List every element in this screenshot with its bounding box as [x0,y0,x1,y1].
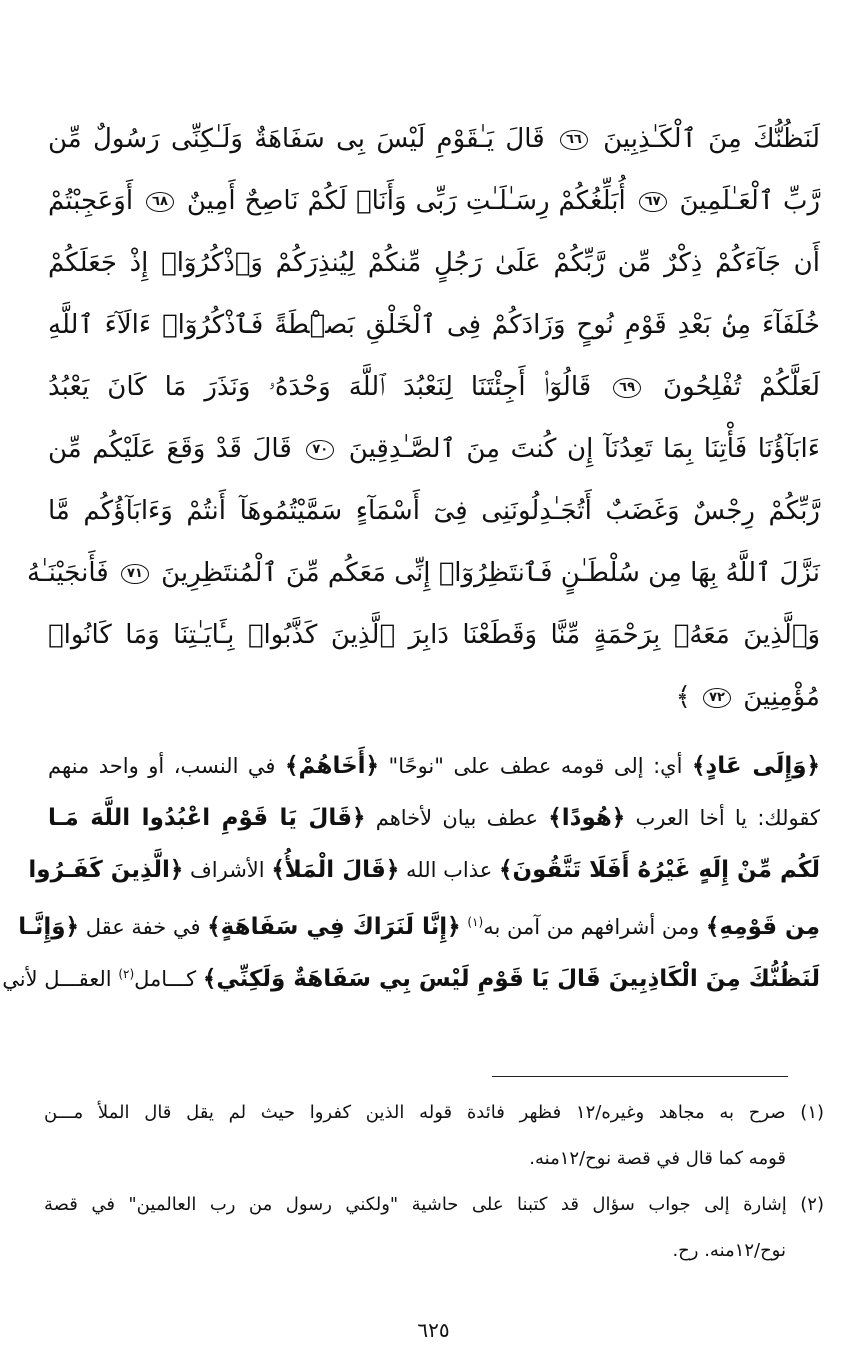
commentary-text: الأشراف [190,858,265,882]
verse-number-marker: ٧١ [121,564,149,584]
verse-text: رَّبِّكُمْ رِجْسٌ وَغَضَبٌ أَتُجَـٰدِلُونَنِى فِىٓ أَسْمَآءٍ سَمَّيْتُمُوهَآ أَنتُمْ وَءَابَآؤُكُم مَّا [48,496,820,526]
quoted-verse: لَنَظُنُّكَ مِنَ الْكَاذِبِينَ قَالَ يَا قَوْمِ لَيْسَ بِي سَفَاهَةٌ وَلَكِنِّي﴾ [202,966,820,992]
commentary-text: ومن أشرافهم من آمن به [483,915,700,939]
quoted-verse: ﴿الَّذِينَ كَفَـرُوا [28,857,184,883]
commentary-text: أي: إلى قومه عطف على "نوحًا" [388,754,683,778]
quoted-verse: ﴿وَإِنَّـا [18,914,79,940]
quran-line [48,418,820,480]
tafsir-line [18,896,820,948]
verse-text: فَأَنجَيْنَـٰهُ [27,558,109,588]
commentary-text: في خفة عقل [85,915,201,939]
verse-number-marker: ٦٧ [639,192,667,212]
tafsir-line [28,844,820,896]
verse-text: خُلَفَآءَ مِنۢ بَعْدِ قَوْمِ نُوحٍ وَزَادَكُمْ فِى ٱلْخَلْقِ بَصْۜطَةً فَٱذْكُرُوٓا۟ ءَالَآءَ ٱللَّهِ [48,310,820,340]
verse-number-marker: ٦٦ [560,130,588,150]
verse-text: لَنَظُنُّكَ مِنَ ٱلْكَـٰذِبِينَ [603,124,820,154]
quoted-verse: ﴿قَالَ يَا قَوْمِ اعْبُدُوا اللَّهَ مَـا [48,805,366,831]
footnote-ref: (٢) [118,967,135,981]
quoted-verse: ﴿إِنَّا لَنَرَاكَ فِي سَفَاهَةٍ﴾ [207,914,461,940]
commentary-text: في النسب، أو واحد منهم [48,754,276,778]
commentary-text: عطف بيان لأخاهم [375,806,539,830]
tafsir-commentary [2,740,820,1000]
quran-line [48,108,820,170]
footnote-ref: (١) [467,915,484,929]
tafsir-line [2,948,820,1000]
quran-line [48,480,820,542]
closing-bracket: ﴾ [675,682,691,712]
verse-text: رَّبِّ ٱلْعَـٰلَمِينَ [679,186,821,216]
quran-line [48,604,820,666]
commentary-text: عذاب الله [406,858,493,882]
verse-text: قَالَ قَدْ وَقَعَ عَلَيْكُم مِّن [48,434,292,464]
footnote-line: (١) صرح به مجاهد وغيره/١٢ فظهر فائدة قوله الذين كفروا حيث لم يقل قال الملأ مـــن [44,1102,825,1123]
tafsir-line [48,740,820,792]
quoted-verse: ﴿قَالَ الْمَلأُ﴾ [271,857,400,883]
verse-number-marker: ٧٢ [703,688,731,708]
verse-text: أَوَعَجِبْتُمْ [48,186,134,216]
footnote-line: (٢) إشارة إلى جواب سؤال قد كتبنا على حاشية "ولكني رسول من رب العالمين" في قصة [44,1194,824,1215]
verse-text: نَزَّلَ ٱللَّهُ بِهَا مِن سُلْطَـٰنٍ فَٱنتَظِرُوٓا۟ إِنِّى مَعَكُم مِّنَ ٱلْمُنتَظِرِينَ [161,558,820,588]
page-number: ٦٢٥ [417,1318,450,1342]
commentary-text: كـــامل [134,967,197,991]
quran-line [48,170,820,232]
quran-text-block [27,108,821,728]
footnotes [44,1090,824,1274]
quoted-verse: ﴿وَإِلَى عَادٍ﴾ [691,753,820,779]
verse-number-marker: ٦٨ [146,192,174,212]
footnote-line: نوح/١٢منه. رح. [672,1240,786,1261]
quran-line [48,294,820,356]
quran-line [27,542,820,604]
tafsir-line [48,792,820,844]
verse-number-marker: ٦٩ [613,378,641,398]
verse-text: قَالَ يَـٰقَوْمِ لَيْسَ بِى سَفَاهَةٌ وَلَـٰكِنِّى رَسُولٌ مِّن [48,124,545,154]
quoted-verse: ﴿هُودًا﴾ [548,805,626,831]
verse-text: قَالُوٓا۟ أَجِئْتَنَا لِنَعْبُدَ ٱللَّهَ وَحْدَهُۥ وَنَذَرَ مَا كَانَ يَعْبُدُ [48,372,592,402]
quoted-verse: ﴿أَخَاهُمْ﴾ [284,753,380,779]
footnote-divider [492,1076,788,1077]
quoted-verse: مِن قَوْمِهِ﴾ [705,914,820,940]
verse-text: لَعَلَّكُمْ تُفْلِحُونَ [663,372,821,402]
quran-line [48,666,820,728]
commentary-text: كقولك: يا أخا العرب [635,806,820,830]
verse-text: أَن جَآءَكُمْ ذِكْرٌ مِّن رَّبِّكُمْ عَلَىٰ رَجُلٍ مِّنكُمْ لِيُنذِرَكُمْ وَٱذْكُرُوٓا۟ إِذْ جَعَلَكُمْ [48,248,820,278]
verse-number-marker: ٧٠ [306,440,334,460]
quran-line [48,356,820,418]
verse-text: وَٱلَّذِينَ مَعَهُۥ بِرَحْمَةٍ مِّنَّا وَقَطَعْنَا دَابِرَ ٱلَّذِينَ كَذَّبُوا۟ بِـَٔايَـٰتِنَا وَمَا كَانُوا۟ [48,620,820,650]
verse-text: أُبَلِّغُكُمْ رِسَـٰلَـٰتِ رَبِّى وَأَنَا۠ لَكُمْ نَاصِحٌ أَمِينٌ [186,186,626,216]
quoted-verse: لَكُم مِّنْ إِلَهٍ غَيْرُهُ أَفَلَا تَتَّقُونَ﴾ [499,857,820,883]
verse-text: ءَابَآؤُنَا فَأْتِنَا بِمَا تَعِدُنَآ إِن كُنتَ مِنَ ٱلصَّـٰدِقِينَ [348,434,821,464]
quran-line [48,232,820,294]
commentary-text: العقـــل لأني [2,967,112,991]
footnote-line: قومه كما قال في قصة نوح/١٢منه. [529,1148,786,1169]
verse-text: مُؤْمِنِينَ [743,682,820,712]
